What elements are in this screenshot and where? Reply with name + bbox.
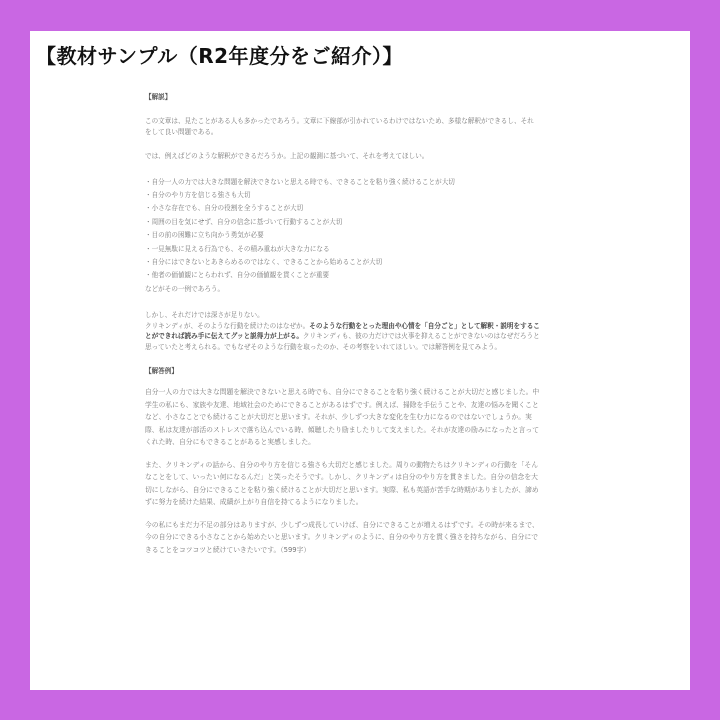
list-item: ・周囲の目を気にせず、自分の信念に基づいて行動することが大切 bbox=[145, 217, 343, 226]
list-end: などがその一例であろう。 bbox=[145, 284, 225, 293]
list-item: ・小さな存在でも、自分の役割を全うすることが大切 bbox=[145, 204, 304, 213]
intro-paragraph: この文章は、見たことがある人も多かったであろう。文章に下線部が引かれているわけではないため、多様な解釈ができるし、それをして良い問題である。 bbox=[145, 117, 534, 136]
list-item: ・自分のやり方を信じる強さも大切 bbox=[145, 191, 251, 200]
document-image bbox=[145, 92, 540, 556]
interpretation-list bbox=[145, 176, 540, 297]
list-item: ・一見無駄に見える行為でも、その積み重ねが大きな力になる bbox=[145, 244, 330, 253]
banner-title: 【教材サンプル（R2年度分をご紹介）】 bbox=[36, 44, 404, 68]
depth-text-before: クリキンディが、そのような行動を続けたのはなぜか。 bbox=[145, 321, 310, 330]
list-item: ・他者の価値観にとらわれず、自分の価値観を貫くことが重要 bbox=[145, 271, 330, 280]
answer-paragraph-1: 自分一人の力では大きな問題を解決できないと思える時でも、自分にできることを粘り強く続けることが大切だと感じました。中学生の私にも、家族や友達、地域社会のためにできることがあるはずです。例えば、掃除を手伝うことや、友達の悩みを聞くことなど、小さなことでも続けることが大切だと思います。それが、少しずつ大きな変化を生む力になるのではないでしょうか。実際、私は友達が部活のストレスで落ち込んでいる時、傾聴したり励ましたりして支えました。それが友達の励みになったと言ってくれた時、自分にもできることがあると実感しました。 bbox=[145, 388, 540, 447]
answer-paragraph-2: また、クリキンディの話から、自分のやり方を信じる強さも大切だと感じました。周りの動物たちはクリキンディの行動を「そんなことをして、いったい何になるんだ」と笑ったそうです。しかし、クリキンディは自分のやり方を貫きました。自分の信念を大切にしながら、自分にできることを粘り強く続けることが大切だと思います。実際、私も英語が苦手な時期がありましたが、諦めずに努力を続けた結果、成績が上がり自信を持てるようになりました。 bbox=[145, 460, 539, 507]
answer-paragraph-3: 今の私にもまだ力不足の部分はありますが、少しずつ成長していけば、自分にできることが増えるはずです。その時が来るまで、今の自分にできる小さなことから始めたいと思います。クリキンディのように、自分のやり方を貫く強さを持ちながら、自分にできることをコツコツと続けていきたいです。（599字） bbox=[145, 520, 539, 554]
answer-heading: 【解答例】 bbox=[145, 366, 178, 375]
list-item: ・自分一人の力では大きな問題を解決できないと思える時でも、できることを粘り強く続けることが大切 bbox=[145, 177, 455, 186]
depth-line: しかし、それだけでは深さが足りない。 bbox=[145, 311, 264, 320]
list-item: ・目の前の困難に立ち向かう勇気が必要 bbox=[145, 231, 264, 240]
list-item: ・自分にはできないとあきらめるのではなく、できることから始めることが大切 bbox=[145, 258, 383, 267]
depth-text-strong: そのような行動をとった理由や心情を「自分ごと」として解釈・説明をすることができれば読み手に伝えてグッと説得力が上がる。 bbox=[145, 321, 540, 341]
explain-heading: 【解説】 bbox=[145, 93, 172, 101]
depth-paragraph bbox=[145, 321, 540, 352]
depth-text-after: クリキンディも、彼の力だけでは火事を抑えることができないのはなぜだろうと思っていたと考えられる。でもなぜそのような行動を取ったのか、その考察をいれてほしい。では解答例を見てみよう。 bbox=[145, 332, 540, 351]
question-paragraph: では、例えばどのような解釈ができるだろうか。上記の観測に基づいて、それを考えてほしい。 bbox=[145, 152, 429, 161]
